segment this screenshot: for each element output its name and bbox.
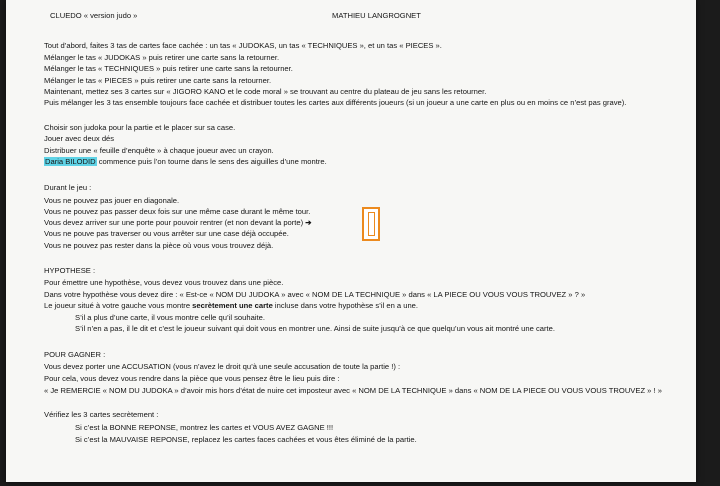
game-title: Durant le jeu : [44, 183, 92, 192]
hypothesis-line-5: S’il n’en a pas, il le dit et c’est le joueur suivant qui doit vous en montrer une. Ainsi de suite jusqu’à ce que quelqu’un vous ait montré une carte. [75, 324, 555, 333]
win-line-3: « Je REMERCIE « NOM DU JUDOKA » d’avoir mis hors d’état de nuire cet imposteur avec « NOM DE LA TECHNIQUE » dans « NOM DE LA PIECE OU VOUS VOUS TROUVEZ » ! » [44, 386, 662, 395]
intro-line-5: Maintenant, mettez ses 3 cartes sur « JIGORO KANO et le code moral » se trouvant au centre du plateau de jeu sans les retourner. [44, 87, 487, 96]
win-title: POUR GAGNER : [44, 350, 106, 359]
intro-line-3: Mélanger le tas « TECHNIQUES » puis retirer une carte sans la retourner. [44, 64, 293, 73]
verify-title: Vérifiez les 3 cartes secrètement : [44, 410, 159, 419]
hypothesis-line-3-c: incluse dans votre hypothèse s’il en a une. [272, 301, 419, 310]
door-icon [362, 207, 380, 241]
game-rule-3-text: Vous devez arriver sur une porte pour pouvoir rentrer (et non devant la porte) [44, 218, 306, 227]
game-rule-4: Vous ne pouve pas traverser ou vous arrêter sur une case déjà occupée. [44, 229, 289, 238]
header-author: MATHIEU LANGROGNET [332, 11, 421, 20]
setup-line-2: Jouer avec deux dés [44, 134, 115, 143]
hypothesis-line-1: Pour émettre une hypothèse, vous devez vous trouvez dans une pièce. [44, 278, 284, 287]
hypothesis-line-3 [44, 301, 418, 310]
intro-line-6: Puis mélanger les 3 tas ensemble toujours face cachée et distribuer toutes les cartes aux différents joueurs (si un joueur a une carte en plus ou en moins ce n’est pas grave). [44, 98, 627, 107]
first-player-highlight: Daria BILODID [45, 157, 96, 166]
game-rule-2: Vous ne pouvez pas passer deux fois sur une même case durant le même tour. [44, 207, 311, 216]
verify-line-2: Si c’est la MAUVAISE REPONSE, replacez les cartes faces cachées et vous êtes éliminé de la partie. [75, 435, 417, 444]
hypothesis-line-4: S’il a plus d’une carte, il vous montre celle qu’il souhaite. [75, 313, 265, 322]
game-rule-1: Vous ne pouvez pas jouer en diagonale. [44, 196, 180, 205]
start-line [44, 157, 327, 166]
game-rule-3 [44, 218, 312, 227]
win-line-2: Pour cela, vous devez vous rendre dans la pièce que vous pensez être le lieu puis dire : [44, 374, 340, 383]
arrow-right-icon: ➔ [305, 218, 312, 227]
start-line-text: commence puis l’on tourne dans le sens des aiguilles d’une montre. [96, 157, 327, 166]
game-rule-5: Vous ne pouvez pas rester dans la pièce où vous vous trouvez déjà. [44, 241, 274, 250]
intro-line-4: Mélanger le tas « PIECES » puis retirer une carte sans la retourner. [44, 76, 272, 85]
hypothesis-title: HYPOTHESE : [44, 266, 96, 275]
hypothesis-line-2: Dans votre hypothèse vous devez dire : « Est-ce « NOM DU JUDOKA » avec « NOM DE LA TECHNIQUE » dans « LA PIECE OU VOUS VOUS TROUVEZ » ? » [44, 290, 586, 299]
intro-line-1: Tout d’abord, faites 3 tas de cartes face cachée : un tas « JUDOKAS, un tas « TECHNIQUES », et un tas « PIECES ». [44, 41, 442, 50]
document-page [6, 0, 696, 482]
door-icon-inner [368, 212, 375, 236]
intro-line-2: Mélanger le tas « JUDOKAS » puis retirer une carte sans la retourner. [44, 53, 280, 62]
hypothesis-line-3-a: Le joueur situé à votre gauche vous montre [44, 301, 193, 310]
header-title: CLUEDO « version judo » [50, 11, 138, 20]
setup-line-3: Distribuer une « feuille d’enquête » à chaque joueur avec un crayon. [44, 146, 274, 155]
setup-line-1: Choisir son judoka pour la partie et le placer sur sa case. [44, 123, 236, 132]
verify-line-1: Si c’est la BONNE REPONSE, montrez les cartes et VOUS AVEZ GAGNE !!! [75, 423, 334, 432]
hypothesis-line-3-bold: secrètement une carte [192, 301, 273, 310]
win-line-1: Vous devez porter une ACCUSATION (vous n’avez le droit qu’à une seule accusation de toute la partie !) : [44, 362, 401, 371]
